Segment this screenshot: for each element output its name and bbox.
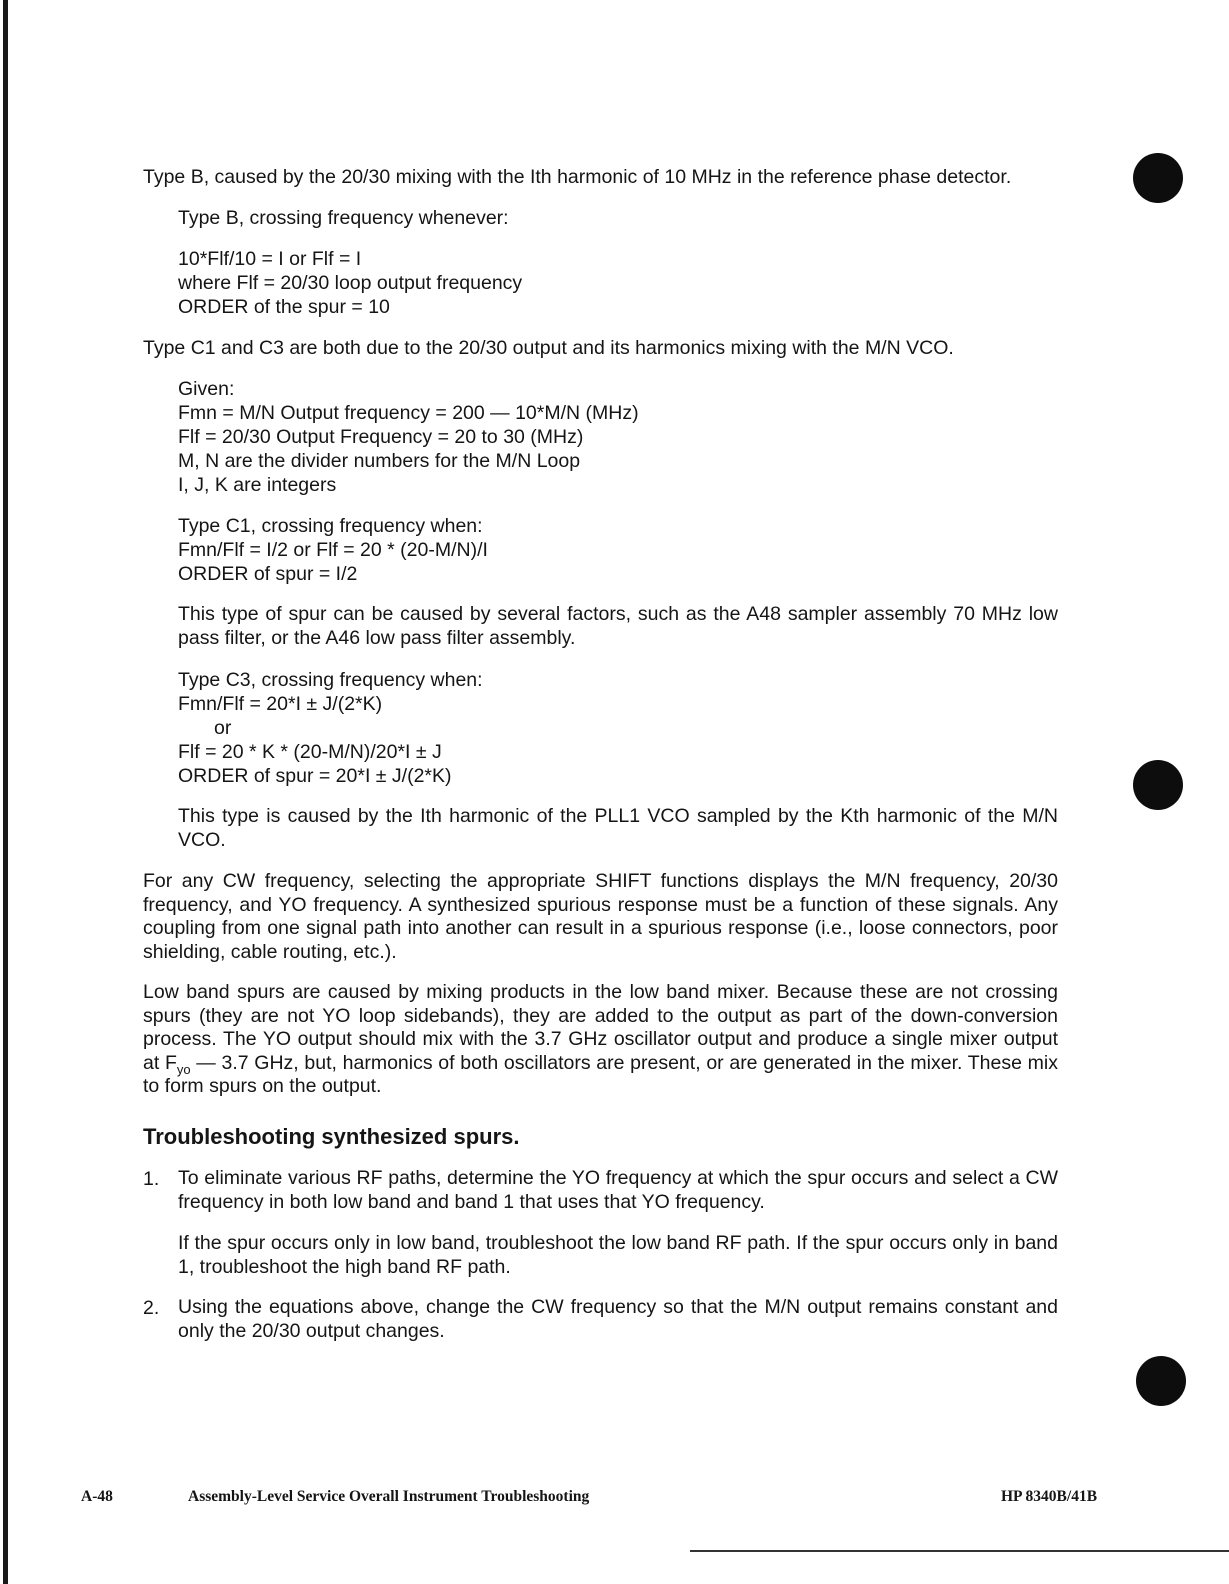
c1-crossing: Type C1, crossing frequency when: [178,515,483,537]
c1-equation: Fmn/Flf = I/2 or Flf = 20 * (20-M/N)/I [178,539,488,561]
given-ijk: I, J, K are integers [178,474,337,496]
given-fmn: Fmn = M/N Output frequency = 200 — 10*M/N (MHz) [178,402,639,424]
troubleshooting-heading: Troubleshooting synthesized spurs. [143,1124,520,1149]
c3-equation-1: Fmn/Flf = 20*I ± J/(2*K) [178,693,383,715]
bottom-rule [690,1550,1229,1552]
given-mn: M, N are the divider numbers for the M/N Loop [178,450,581,472]
footer-page-number: A-48 [81,1488,113,1505]
step-2-number: 2. [143,1297,160,1319]
binder-hole-bottom [1136,1356,1186,1406]
c1-note: This type of spur can be caused by several factors, such as the A48 sampler assembly 70 MHz low pass filter, or the A46 low pass filter assembly. [178,603,1058,649]
c3-crossing: Type C3, crossing frequency when: [178,669,483,691]
type-c-intro: Type C1 and C3 are both due to the 20/30 output and its harmonics mixing with the M/N VCO. [143,337,954,359]
c3-note: This type is caused by the Ith harmonic of the PLL1 VCO sampled by the Kth harmonic of the M/N VCO. [178,805,1058,851]
cw-frequency-paragraph: For any CW frequency, selecting the appropriate SHIFT functions displays the M/N frequency, 20/30 frequency, and YO frequency. A synthesized spurious response must be a function of these signals. Any coupling from one signal path into another can result in a spurious response (i.e., loose connectors, poor shielding, cable routing, etc.). [143,870,1058,963]
type-b-crossing: Type B, crossing frequency whenever: [178,207,509,229]
c3-equation-2: Flf = 20 * K * (20-M/N)/20*I ± J [178,741,442,763]
step-1-text: To eliminate various RF paths, determine the YO frequency at which the spur occurs and select a CW frequency in both low band and band 1 that uses that YO frequency. [178,1167,1058,1213]
c3-order: ORDER of spur = 20*I ± J/(2*K) [178,765,452,787]
binder-hole-middle [1133,760,1183,810]
given-flf: Flf = 20/30 Output Frequency = 20 to 30 (MHz) [178,426,584,448]
type-b-equation: 10*Flf/10 = I or Flf = I [178,248,362,270]
binder-hole-top [1133,153,1183,203]
page-edge-bar [3,0,8,1584]
type-b-where: where Flf = 20/30 loop output frequency [178,272,523,294]
type-b-intro: Type B, caused by the 20/30 mixing with the Ith harmonic of 10 MHz in the reference phase detector. [143,166,1012,188]
c1-order: ORDER of spur = I/2 [178,563,358,585]
step-1-note: If the spur occurs only in low band, troubleshoot the low band RF path. If the spur occurs only in band 1, troubleshoot the high band RF path. [178,1232,1058,1278]
low-band-text-1: Low band spurs are caused by mixing products in the low band mixer. Because these are not crossing spurs (they are not YO loop sidebands), they are added to the output as part of the down-conversion process. The YO output should mix with the 3.7 GHz oscillator output and produce a single mixer output at F [143,981,1058,1074]
footer-model: HP 8340B/41B [1001,1488,1098,1505]
step-1-number: 1. [143,1168,160,1190]
given-label: Given: [178,378,235,400]
low-band-subscript: yo [176,1061,191,1077]
c3-or: or [214,717,232,739]
step-2-text: Using the equations above, change the CW frequency so that the M/N output remains constant and only the 20/30 output changes. [178,1296,1058,1342]
footer-section-title: Assembly-Level Service Overall Instrument Troubleshooting [188,1488,590,1505]
type-b-order: ORDER of the spur = 10 [178,296,390,318]
low-band-paragraph [143,981,1058,1099]
low-band-text-2: — 3.7 GHz, but, harmonics of both oscillators are present, or are generated in the mixer. These mix to form spurs on the output. [143,1051,1058,1097]
